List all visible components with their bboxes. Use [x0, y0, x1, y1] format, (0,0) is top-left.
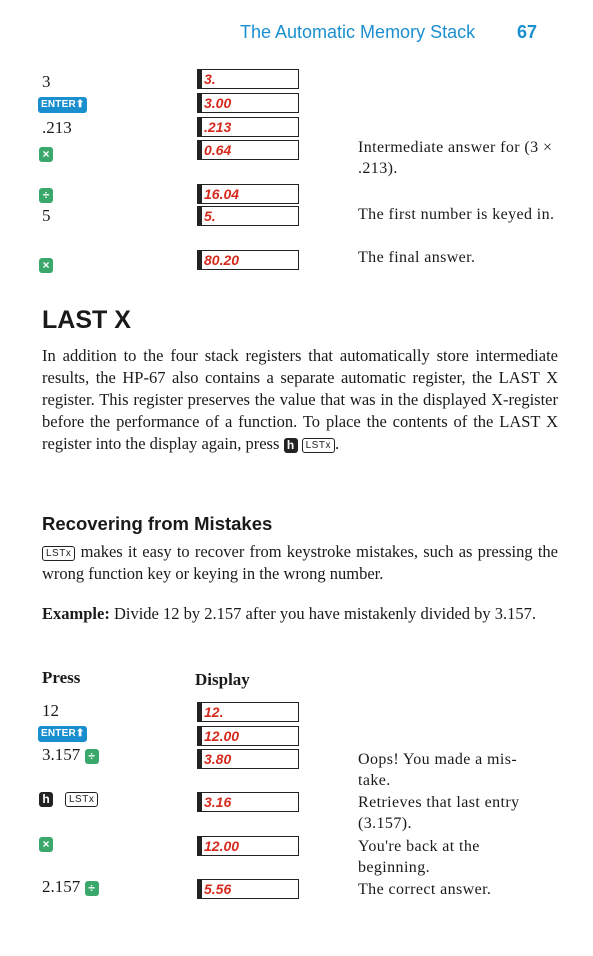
enter-key-label: ENTER⬆: [38, 97, 87, 113]
comment-text: Intermediate answer for (3 × .213).: [358, 139, 553, 177]
press-entry-row: [42, 877, 99, 897]
paragraph-text: In addition to the four stack registers that automatically store intermediate results, the HP-67 also contains a separate automatic register, the LAST X register. This register preserves the value that was in the displayed X-register before the performance of a function. To place the contents of the LAST X register into the display again,: [42, 346, 558, 453]
section-heading: LAST X: [42, 306, 131, 334]
comment-text: Retrieves that last entry (3.157).: [358, 794, 520, 832]
multiply-icon: ×: [39, 147, 53, 162]
calculator-display: 12.: [197, 702, 299, 722]
comment-text: The correct answer.: [358, 881, 492, 898]
calculator-display: 3.80: [197, 749, 299, 769]
example-text: Divide 12 by 2.157 after you have mistakenly divided by 3.157.: [113, 604, 537, 623]
enter-key: [38, 723, 87, 742]
calculator-display: 3.16: [197, 792, 299, 812]
h-key-icon: h: [284, 438, 298, 453]
paragraph-text: makes it easy to recover from keystroke mistakes, such as pressing the wrong function key or keying in the wrong number.: [42, 542, 559, 583]
divide-icon: ÷: [85, 881, 99, 896]
calculator-display: 5.56: [197, 879, 299, 899]
lstx-key-icon: LSTx: [302, 438, 335, 453]
h-key-icon: h: [39, 792, 53, 807]
multiply-key: [39, 145, 53, 163]
calculator-display: 0.64: [197, 140, 299, 160]
press-entry-row: [42, 745, 99, 765]
calculator-display: 5.: [197, 206, 299, 226]
enter-key-label: ENTER⬆: [38, 726, 87, 742]
press-entry: 3.157: [42, 745, 81, 764]
press-entry: 3: [42, 72, 51, 91]
h-lstx-keys: [39, 790, 98, 808]
multiply-key: [39, 256, 53, 274]
divide-icon: ÷: [85, 749, 99, 764]
running-header: The Automatic Memory Stack: [240, 22, 476, 42]
comment-text: You're back at the beginning.: [358, 838, 480, 876]
example-paragraph: [42, 603, 558, 625]
display-column-header: Display: [195, 670, 250, 689]
comment-text: The first number is keyed in.: [358, 206, 555, 223]
calculator-display: .213: [197, 117, 299, 137]
calculator-display: 16.04: [197, 184, 299, 204]
multiply-key: [39, 835, 53, 853]
calculator-display: 3.00: [197, 93, 299, 113]
page-number: 67: [517, 22, 538, 42]
press-entry: .213: [42, 118, 72, 137]
calculator-display: 12.00: [197, 836, 299, 856]
press-entry: 12: [42, 701, 59, 720]
press-entry: 5: [42, 206, 51, 225]
enter-key: [38, 94, 87, 113]
comment-text: The final answer.: [358, 249, 476, 266]
multiply-icon: ×: [39, 258, 53, 273]
press-column-header: Press: [42, 668, 81, 687]
subsection-heading: Recovering from Mistakes: [42, 513, 273, 534]
example-label: Example:: [42, 604, 110, 623]
lstx-key-icon: LSTx: [42, 546, 75, 561]
body-paragraph: [42, 345, 558, 455]
period: .: [334, 434, 340, 453]
divide-key: [39, 186, 53, 204]
calculator-display: 80.20: [197, 250, 299, 270]
calculator-display: 3.: [197, 69, 299, 89]
multiply-icon: ×: [39, 837, 53, 852]
comment-text: Oops! You made a mis-take.: [358, 751, 518, 789]
lstx-key-icon: LSTx: [65, 792, 98, 807]
press-word: press: [245, 434, 280, 453]
divide-icon: ÷: [39, 188, 53, 203]
calculator-display: 12.00: [197, 726, 299, 746]
body-paragraph: [42, 541, 558, 585]
press-entry: 2.157: [42, 877, 81, 896]
